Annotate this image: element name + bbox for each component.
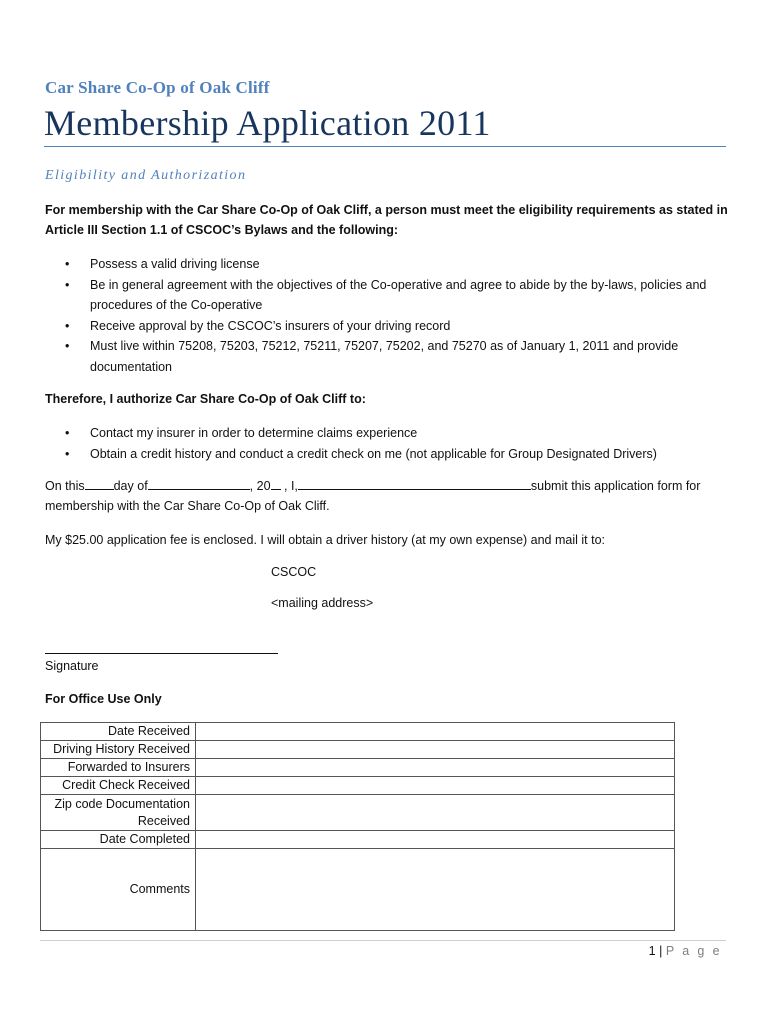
table-row [41,777,675,795]
table-row-label: Driving History Received [41,741,196,759]
signature-label: Signature [45,659,99,673]
page-label: P a g e [665,944,722,958]
eligibility-intro-line2: Article III Section 1.1 of CSCOC’s Bylaws and the following: [45,223,399,237]
table-row [41,849,675,931]
list-item [63,316,733,337]
comments-cell[interactable] [196,849,675,931]
mailing-address: <mailing address> [271,596,374,610]
eligibility-intro-line1: For membership with the Car Share Co-Op of Oak Cliff, a person must meet the eligibility requirements as stated in [45,203,728,217]
submission-text-on-this: On this [45,479,85,493]
credit-check-received-cell[interactable] [196,777,675,795]
submission-text-i: , I, [280,479,298,493]
section-heading: Eligibility and Authorization [45,168,247,183]
table-row-label: Comments [41,849,196,931]
list-item [63,444,733,465]
table-row-label: Forwarded to Insurers [41,759,196,777]
title-divider [44,146,726,147]
page-title: Membership Application 2011 [44,103,491,143]
year-field[interactable] [271,476,281,490]
date-completed-cell[interactable] [196,831,675,849]
month-field[interactable] [148,476,250,490]
forwarded-to-insurers-cell[interactable] [196,759,675,777]
bullet-icon: • [65,426,70,440]
submission-text-day-of: day of [113,479,148,493]
list-item-text: Possess a valid driving license [90,257,260,271]
office-use-table [40,722,675,931]
list-item-text: Be in general agreement with the objectives of the Co-operative and agree to abide by the by-laws, policies and procedures of the Co-operative [90,277,707,312]
office-use-heading: For Office Use Only [45,692,162,706]
table-row-label: Date Completed [41,831,196,849]
submission-text-year-prefix: , 20 [249,479,271,493]
eligibility-requirements-list [63,254,733,377]
bullet-icon: • [65,257,70,271]
eligibility-intro [45,200,745,240]
table-row-label: Credit Check Received [41,777,196,795]
list-item [63,336,733,377]
page-number: 1 [648,944,656,958]
driving-history-received-cell[interactable] [196,741,675,759]
footer-divider [40,940,726,941]
bullet-icon: • [65,339,70,353]
day-number-field[interactable] [85,476,114,490]
mailing-name: CSCOC [271,565,317,579]
list-item-text: Must live within 75208, 75203, 75212, 75211, 75207, 75202, and 75270 as of January 1, 2011 and provide documentation [90,339,679,374]
organization-name: Car Share Co-Op of Oak Cliff [45,78,270,97]
date-received-cell[interactable] [196,723,675,741]
page-separator: | [659,944,663,958]
bullet-icon: • [65,318,70,333]
table-row-label: Zip code Documentation Received [41,795,196,831]
list-item-text: Obtain a credit history and conduct a credit check on me (not applicable for Group Designated Drivers) [90,446,657,461]
zip-code-documentation-cell[interactable] [196,795,675,831]
signature-line[interactable] [45,653,278,654]
authorization-list [63,423,733,464]
table-row [41,741,675,759]
bullet-icon: • [65,446,70,461]
authorization-heading: Therefore, I authorize Car Share Co-Op of Oak Cliff to: [45,392,366,406]
list-item-text: Contact my insurer in order to determine claims experience [90,426,418,440]
applicant-name-field[interactable] [298,476,531,490]
list-item-text: Receive approval by the CSCOC’s insurers of your driving record [90,318,451,333]
fee-statement: My $25.00 application fee is enclosed. I will obtain a driver history (at my own expense) and mail it to: [45,533,605,547]
table-row [41,795,675,831]
submission-text-submit: submit this application form for [530,479,701,493]
table-row [41,723,675,741]
table-row-label: Date Received [41,723,196,741]
bullet-icon: • [65,277,70,292]
table-row [41,759,675,777]
page-footer [649,944,722,958]
list-item [63,275,733,316]
list-item [63,423,733,444]
submission-statement [45,476,745,516]
list-item [63,254,733,275]
table-row [41,831,675,849]
submission-line2: membership with the Car Share Co-Op of Oak Cliff. [45,499,330,513]
